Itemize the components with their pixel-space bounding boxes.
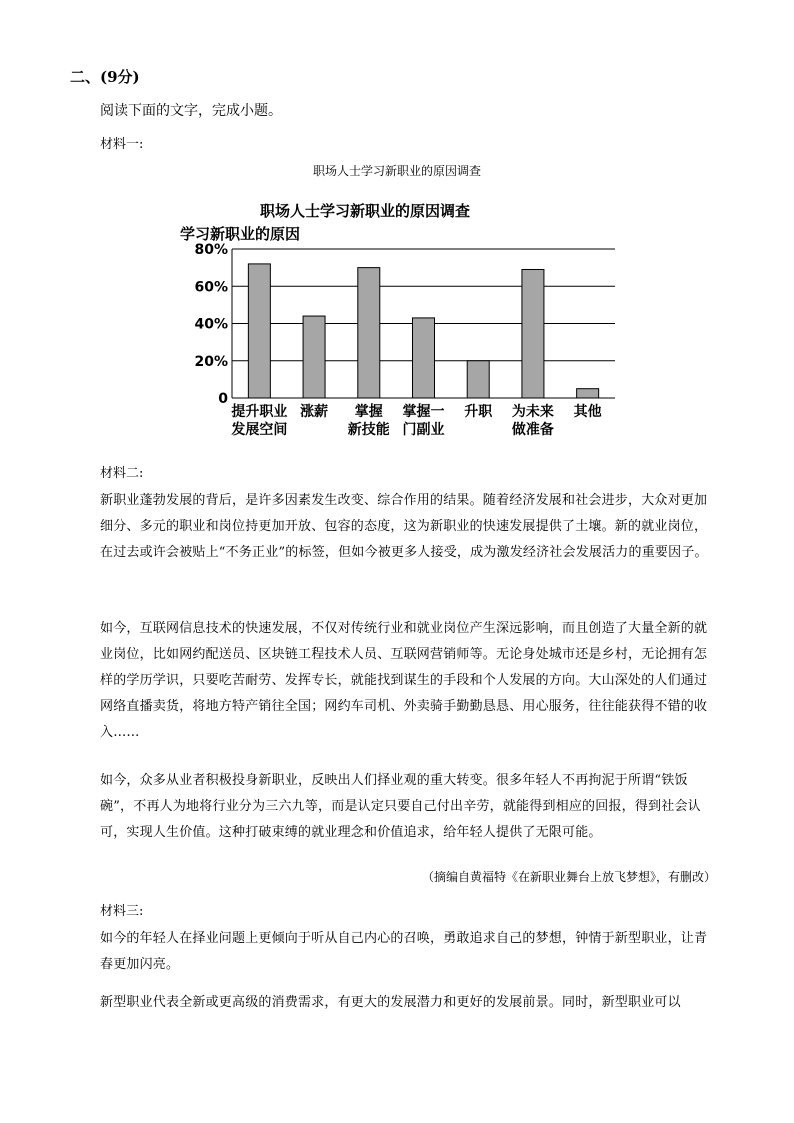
- chart-ylabel: 学习新职业的原因: [180, 225, 301, 243]
- x-tick-label: 涨薪: [300, 404, 329, 420]
- x-tick-label: 门副业: [402, 422, 445, 438]
- x-tick-label: 做准备: [511, 422, 554, 438]
- bar: [303, 316, 325, 398]
- x-tick-label: 掌握: [354, 404, 383, 420]
- chart-title: 职场人士学习新职业的原因调查: [259, 202, 471, 220]
- x-tick-label: 掌握一: [402, 404, 445, 420]
- bar: [413, 318, 435, 398]
- y-tick-label: 0: [218, 391, 228, 407]
- bar: [577, 389, 599, 398]
- material3-paragraph-1: 如今的年轻人在择业问题上更倾向于听从自己内心的召唤，勇敢追求自己的梦想，钟情于新型职业，让青春更加闪亮。: [100, 931, 708, 972]
- material3-paragraph-2: 新型职业代表全新或更高级的消费需求，有更大的发展潜力和更好的发展前景。同时，新型职业可以: [100, 995, 681, 1010]
- y-tick-label: 60%: [194, 279, 228, 296]
- material2-paragraph-2: 如今，互联网信息技术的快速发展，不仅对传统行业和就业岗位产生深远影响，而且创造了大量全新的就业岗位，比如网约配送员、区块链工程技术人员、互联网营销师等。无论身处城市还是乡村，无论拥有怎样的学历学识，只要吃苦耐劳、发挥专长，就能找到谋生的手段和个人发展的方向。大山深处的人们通过网络直播卖货，将地方特产销往全国；网约车司机、外卖骑手勤勤恳恳、用心服务，往往能获得不错的收入……: [100, 621, 708, 740]
- bar: [358, 268, 380, 398]
- material3-body: [100, 926, 716, 978]
- instruction: 阅读下面的文字，完成小题。: [100, 103, 282, 119]
- material2-body-3: [100, 768, 716, 846]
- y-tick-label: 80%: [194, 242, 228, 258]
- x-tick-label: 其他: [573, 404, 602, 420]
- y-tick-label: 40%: [194, 316, 228, 333]
- bar: [467, 361, 489, 398]
- x-tick-label: 为未来: [511, 404, 554, 420]
- y-tick-label: 20%: [194, 353, 228, 370]
- chart-caption: 职场人士学习新职业的原因调查: [312, 164, 481, 178]
- bar-chart: [170, 195, 630, 445]
- x-tick-label: 升职: [464, 404, 493, 420]
- bar: [522, 269, 544, 398]
- material3-body-2: [100, 990, 716, 1016]
- material2-body-2: [100, 616, 716, 746]
- x-tick-label: 提升职业: [231, 404, 288, 420]
- x-tick-label: 发展空间: [231, 422, 288, 438]
- material2-source: （摘编自黄福特《在新职业舞台上放飞梦想》，有删改）: [421, 870, 716, 884]
- material2-paragraph-1: 新职业蓬勃发展的背后，是许多因素发生改变、综合作用的结果。随着经济发展和社会进步，大众对更加细分、多元的职业和岗位持更加开放、包容的态度，这为新职业的快速发展提供了土壤。新的就业岗位，在过去或许会被贴上“不务正业”的标签，但如今被更多人接受，成为激发经济社会发展活力的重要因子。: [100, 493, 708, 560]
- material3-label: 材料三:: [100, 904, 144, 919]
- material1-label: 材料一:: [100, 137, 144, 152]
- section-title: 二、(9分): [70, 68, 140, 86]
- material2-paragraph-3: 如今，众多从业者积极投身新职业，反映出人们择业观的重大转变。很多年轻人不再拘泥于所谓“铁饭碗”，不再人为地将行业分为三六九等，而是认定只要自己付出辛劳，就能得到相应的回报，得到社会认可，实现人生价值。这种打破束缚的就业理念和价值追求，给年轻人提供了无限可能。: [100, 773, 701, 840]
- material2-label: 材料二:: [100, 466, 144, 481]
- bar: [248, 264, 270, 398]
- material2-body: [100, 488, 716, 566]
- x-tick-label: 新技能: [347, 422, 390, 438]
